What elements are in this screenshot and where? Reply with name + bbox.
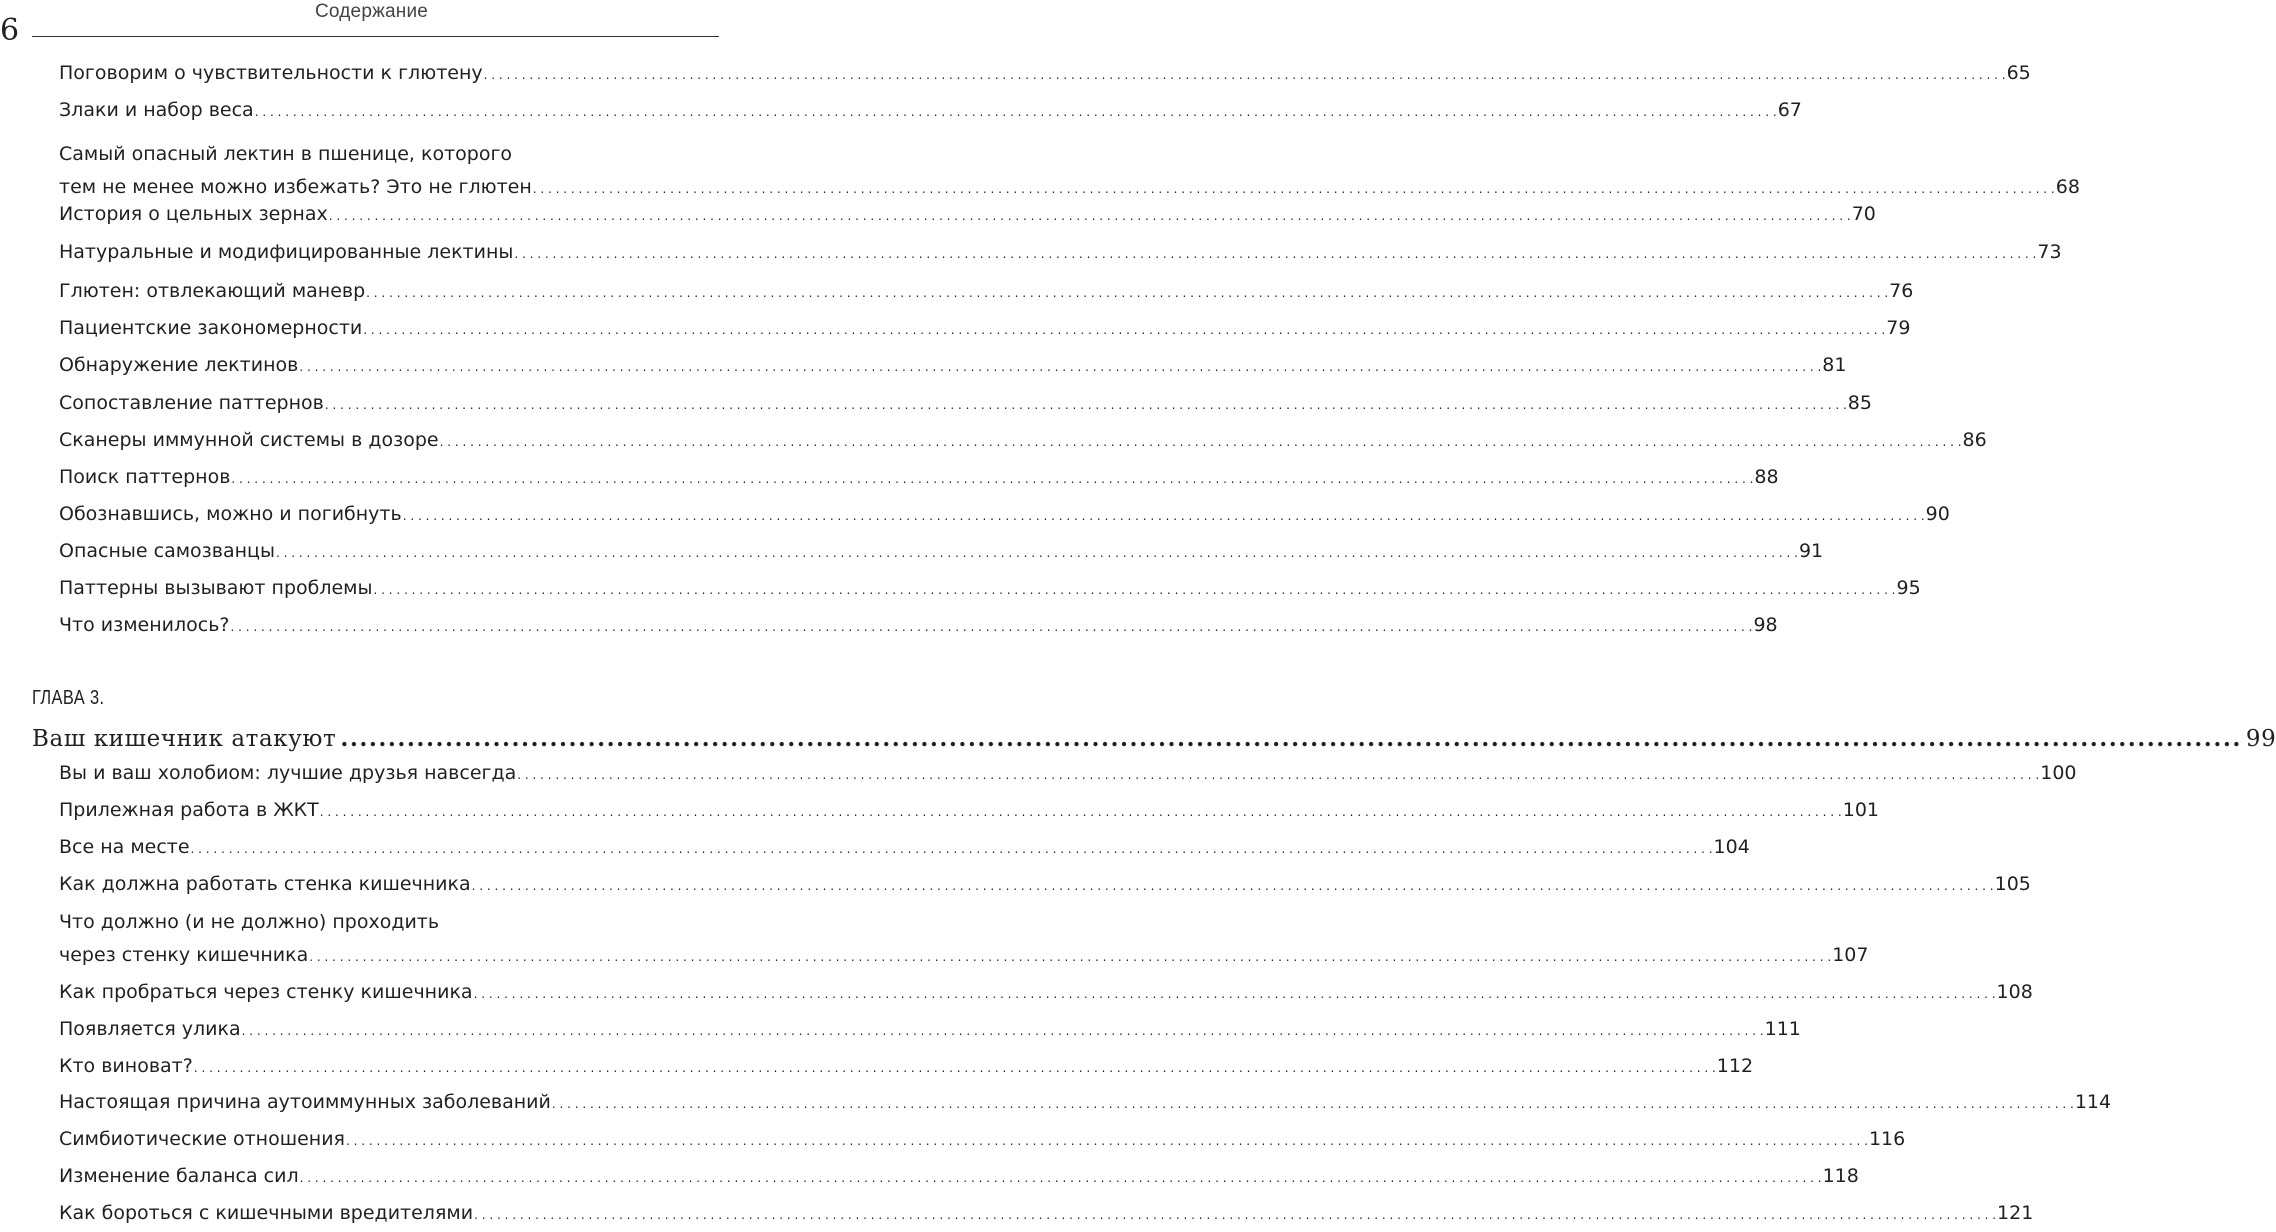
page-header [0,0,719,48]
dot-leader: . . . . . . . . . . . . . . . . . . . . . . . . . . . . . . . . . . . . . . . . . . . . . . . . . . . . . . . . . . . . . . . . . . . . . . . . . . . . . . . . . . . . . . . . . . . . . . . . . . . . . . . . . . . . . . . . . . . . . . . . . . . . . . . . . . . . . . . . . . . . . . . . . . . . . . . . . . . . . . . . . . . . . . . . . . . . . . . . . . . . . . . . . . . . . . . . . . . . . . . . [275,546,1798,560]
toc-entry-title: Как бороться с кишечными вредителями [59,1202,474,1224]
dot-leader: . . . . . . . . . . . . . . . . . . . . . . . . . . . . . . . . . . . . . . . . . . . . . . . . . . . . . . . . . . . . . . . . . . . . . . . . . . . . . . . . . . . . . . . . . . . . . . . . . . . . . . . . . . . . . . . . . . . . . . . . . . . . . . . . . . . . . . . . . . . . . . . . . . . . . . . . . . . . . . . . . . . . . . . . . . . . . . . . . . . . . . . . . . . . . . . . . . . . . . . . [551,1097,2074,1111]
toc-entry-title: через стенку кишечника [59,944,309,966]
dot-leader: . . . . . . . . . . . . . . . . . . . . . . . . . . . . . . . . . . . . . . . . . . . . . . . . . . . . . . . . . . . . . . . . . . . . . . . . . . . . . . . . . . . . . . . . . . . . . . . . . . . . . . . . . . . . . . . . . . . . . . . . . . . . . . . . . . . . . . . . . . . . . . . . . . . . . . . . . . . . . . . . . . . . . . . . . . . . . . . . . . . . . . . . . . . . . . . . . . . . . . . . [254,105,1777,119]
toc-entry-title: Сканеры иммунной системы в дозоре [59,429,439,451]
dot-leader: . . . . . . . . . . . . . . . . . . . . . . . . . . . . . . . . . . . . . . . . . . . . . . . . . . . . . . . . . . . . . . . . . . . . . . . . . . . . . . . . . . . . . . . . . . . . . . . . . . . . . . . . . . . . . . . . . . . . . . . . . . . . . . . . . . . . . . . . . . . . . . . . . . . . . . . . . . . . . . . . . . . . . . . . . . . . . . . . . . . . . . . . . . . . . . . . . . . . . . . . [532,182,2055,196]
chapter-title-row[interactable] [32,722,2276,756]
toc-entry[interactable] [59,461,1779,496]
dot-leader: . . . . . . . . . . . . . . . . . . . . . . . . . . . . . . . . . . . . . . . . . . . . . . . . . . . . . . . . . . . . . . . . . . . . . . . . . . . . . . . . . . . . . . . . . . . . . . . . . . . . . . . . . . . . . . . . . . . . . . . . . . . . . . . . . . . . . . . . . . . . . . . . . . . . . . . . . . . . . . . . . . . . . . . . . . . . . . . . . . . . . . . . . . . . . . . . . . . . . . . . [514,247,2037,261]
toc-entry-line [59,535,1824,570]
toc-entry-line [59,198,1876,233]
toc-entry-page: 111 [1764,1018,1801,1040]
toc-entry-page: 105 [1994,873,2031,895]
toc-entry-title: Паттерны вызывают проблемы [59,577,373,599]
toc-entry-line [59,349,1847,384]
dot-leader: . . . . . . . . . . . . . . . . . . . . . . . . . . . . . . . . . . . . . . . . . . . . . . . . . . . . . . . . . . . . . . . . . . . . . . . . . . . . . . . . . . . . . . . . . . . . . . . . . . . . . . . . . . . . . . . . . . . . . . . . . . . . . . . . . . . . . . . . . . . . . . . . . . . . . . . . . . . . . . . . . . . . . . . . . . . . . . . . . . . . . . . . . . . . . . . . . . . . . . . . [517,768,2040,782]
toc-entry[interactable] [59,609,1778,644]
toc-entry-line [59,138,714,171]
dot-leader: . . . . . . . . . . . . . . . . . . . . . . . . . . . . . . . . . . . . . . . . . . . . . . . . . . . . . . . . . . . . . . . . . . . . . . . . . . . . . . . . . . . . . . . . . . . . . . . . . . . . . . . . . . . . . . . . . . . . . . . . . . . . . . . . . . . . . . . . . . . . . . . . . . . . . . . . . . . . . . . . . . . . . . . . . . . . . . . . . . . . . . . . . . . . . . . . . . . . . . . . [345,1134,1868,1148]
toc-entry[interactable] [59,94,1802,129]
toc-entry[interactable] [59,138,2080,206]
toc-entry-title: Опасные самозванцы [59,540,275,562]
dot-leader: . . . . . . . . . . . . . . . . . . . . . . . . . . . . . . . . . . . . . . . . . . . . . . . . . . . . . . . . . . . . . . . . . . . . . . . . . . . . . . . . . . . . . . . . . . . . . . . . . . . . . . . . . . . . . . . . . . . . . . . . . . . . . . . . . . . . . . . . . . . . . . . . . . . . . . . . . . . . . . . . . . . . . . . . . . . . . . . . . . . . . . . . . . . . . . . . . . . . . . . . [230,620,1753,634]
dot-leader: . . . . . . . . . . . . . . . . . . . . . . . . . . . . . . . . . . . . . . . . . . . . . . . . . . . . . . . . . . . . . . . . . . . . . . . . . . . . . . . . . . . . . . . . . . . . . . . . . . . . . . . . . . . . . . . . . . . . . . . . . . . . . . . . . . . . . . . . . . . . . . . . . . . . . . . . . . . . . . . . . . . . . . . . . . . . . . . . . . . . . . . . . . . . . . . . . . . . . . . . [299,1171,1822,1185]
dot-leader: . . . . . . . . . . . . . . . . . . . . . . . . . . . . . . . . . . . . . . . . . . . . . . . . . . . . . . . . . . . . . . . . . . . . . . . . . . . . . . . . . . . . . . . . . . . . . . . . . . . . . . . . . . . . . . . . . . . . . . . . . . . . . . . . . . . . . . . . . . . . . . . . . . . . . . . . . . . . . . . . . . . . . . . . . . . . . . . . . . . . . . . . . . . . . . . . . . . . . . . . [471,879,1994,893]
toc-entry[interactable] [59,831,1750,866]
toc-entry[interactable] [59,57,2031,92]
dot-leader: . . . . . . . . . . . . . . . . . . . . . . . . . . . . . . . . . . . . . . . . . . . . . . . . . . . . . . . . . . . . . . . . . . . . . . . . . . . . . . . . . . . . . . . . . . . . . . . . . . . . . . . . . . . . . . . . . . . . . . . . . . . . . . . . . . . . . . . . . . . . . . . . . . . . . . . . . . . . . . . . . . . . . . . . . . . . . . . . . . . . . . . . . . . . . . . . . . . . . . . . [193,1061,1716,1075]
dot-leader: . . . . . . . . . . . . . . . . . . . . . . . . . . . . . . . . . . . . . . . . . . . . . . . . . . . . . . . . . . . . . . . . . . . . . . . . . . . . . . . . . . . . . . . . . . . . . . . . . . . . . . . . . . . . . . . . . . . . . . . . . . . . . . . . . . . . . . . . . . . . . . . . . . . . . . . . . . . . . . . . . . . . . . . . . . . . . . . . . . . . . . . . . . . . . . . . . . . . . . . . [483,68,2006,82]
dot-leader: . . . . . . . . . . . . . . . . . . . . . . . . . . . . . . . . . . . . . . . . . . . . . . . . . . . . . . . . . . . . . . . . . . . . . . . . . . . . . . . . . . . . . . . . . . . . . . . . . . . . . . . . . . . . . . . . . . . . . . . . . . . . . . . . . . . . . . . . . . . . . . . . . . . . . . . . . . . . . . . . . . . . . . . . . . . . . . . . . . . . . . . . . . . . . . . . . . . . . . . . [473,987,1996,1001]
toc-entry-page: 107 [1832,944,1869,966]
toc-entry-line [59,57,2031,92]
toc-entry-line [59,236,2062,271]
dot-leader: . . . . . . . . . . . . . . . . . . . . . . . . . . . . . . . . . . . . . . . . . . . . . . . . . . . . . . . . . . . . . . . . . . . . . . . . . . . . . . . . . . . . . . . . . . . . . . . . . . . . . . . . . . . . . . . . . . . . . . . . . . . . . . . . . . . . . . . . . . . . . . . . . . . . . . . . . . . . . . . . . . . . . . . . . . . . . . . . . . . . . . . . . . . . . . . . . . . . . . . . [231,472,1754,486]
toc-entry-title: Что должно (и не должно) проходить [59,911,440,933]
page-number: 6 [0,13,20,48]
dot-leader: ........................................................................................................................................................................................................ [340,725,2242,752]
dot-leader: . . . . . . . . . . . . . . . . . . . . . . . . . . . . . . . . . . . . . . . . . . . . . . . . . . . . . . . . . . . . . . . . . . . . . . . . . . . . . . . . . . . . . . . . . . . . . . . . . . . . . . . . . . . . . . . . . . . . . . . . . . . . . . . . . . . . . . . . . . . . . . . . . . . . . . . . . . . . . . . . . . . . . . . . . . . . . . . . . . . . . . . . . . . . . . . . . . . . . . . . [299,360,1822,374]
toc-entry-page: 121 [1997,1202,2034,1224]
toc-entry-title: Вы и ваш холобиом: лучшие друзья навсегда [59,762,517,784]
dot-leader: . . . . . . . . . . . . . . . . . . . . . . . . . . . . . . . . . . . . . . . . . . . . . . . . . . . . . . . . . . . . . . . . . . . . . . . . . . . . . . . . . . . . . . . . . . . . . . . . . . . . . . . . . . . . . . . . . . . . . . . . . . . . . . . . . . . . . . . . . . . . . . . . . . . . . . . . . . . . . . . . . . . . . . . . . . . . . . . . . . . . . . . . . . . . . . . . . . . . . . . . [319,805,1842,819]
toc-entry-line [59,498,1950,533]
toc-entry[interactable] [59,906,1869,974]
toc-entry-title: Появляется улика [59,1018,241,1040]
toc-entry-page: 101 [1842,799,1880,821]
chapter-title: Ваш кишечник атакуют [32,726,337,752]
dot-leader: . . . . . . . . . . . . . . . . . . . . . . . . . . . . . . . . . . . . . . . . . . . . . . . . . . . . . . . . . . . . . . . . . . . . . . . . . . . . . . . . . . . . . . . . . . . . . . . . . . . . . . . . . . . . . . . . . . . . . . . . . . . . . . . . . . . . . . . . . . . . . . . . . . . . . . . . . . . . . . . . . . . . . . . . . . . . . . . . . . . . . . . . . . . . . . . . . . . . . . . . [241,1024,1764,1038]
toc-entry-page: 76 [1889,280,1914,302]
toc-entry-line [59,1013,1801,1048]
toc-entry[interactable] [59,1197,2034,1232]
toc-entry-line [59,794,1880,829]
toc-entry-page: 85 [1847,392,1872,414]
dot-leader: . . . . . . . . . . . . . . . . . . . . . . . . . . . . . . . . . . . . . . . . . . . . . . . . . . . . . . . . . . . . . . . . . . . . . . . . . . . . . . . . . . . . . . . . . . . . . . . . . . . . . . . . . . . . . . . . . . . . . . . . . . . . . . . . . . . . . . . . . . . . . . . . . . . . . . . . . . . . . . . . . . . . . . . . . . . . . . . . . . . . . . . . . . . . . . . . . . . . . . . . [190,842,1713,856]
toc-entry-page: 108 [1996,981,2033,1003]
toc-entry[interactable] [59,1160,1859,1195]
toc-entry[interactable] [59,794,1880,829]
toc-entry[interactable] [59,236,2062,271]
toc-entry[interactable] [59,312,1911,347]
dot-leader: . . . . . . . . . . . . . . . . . . . . . . . . . . . . . . . . . . . . . . . . . . . . . . . . . . . . . . . . . . . . . . . . . . . . . . . . . . . . . . . . . . . . . . . . . . . . . . . . . . . . . . . . . . . . . . . . . . . . . . . . . . . . . . . . . . . . . . . . . . . . . . . . . . . . . . . . . . . . . . . . . . . . . . . . . . . . . . . . . . . . . . . . . . . . . . . . . . . . . . . . [373,583,1896,597]
toc-entry[interactable] [59,424,1987,459]
toc-entry-line [59,387,1872,422]
toc-entry-title: Кто виноват? [59,1055,193,1077]
toc-entry-line [59,1086,2112,1121]
toc-entry-line [59,94,1802,129]
toc-entry-line [59,939,1869,974]
toc-entry-page: 116 [1868,1128,1906,1150]
toc-entry-title: Симбиотические отношения [59,1128,345,1150]
toc-entry-page: 79 [1886,317,1911,339]
toc-entry-page: 95 [1896,577,1921,599]
toc-entry-title: Изменение баланса сил [59,1165,299,1187]
toc-entry[interactable] [59,1123,1906,1158]
toc-entry-page: 100 [2040,762,2077,784]
running-head: Содержание [315,1,429,22]
toc-entry-page: 104 [1713,836,1750,858]
toc-entry-line [59,461,1779,496]
toc-entry-page: 81 [1822,354,1847,376]
toc-entry-title: тем не менее можно избежать? Это не глютен [59,176,532,198]
toc-entry-title: История о цельных зернах [59,203,328,225]
toc-entry-title: Что изменилось? [59,614,230,636]
toc-entry-title: Настоящая причина аутоиммунных заболеваний [59,1091,551,1113]
toc-entry-page: 90 [1925,503,1950,525]
dot-leader: . . . . . . . . . . . . . . . . . . . . . . . . . . . . . . . . . . . . . . . . . . . . . . . . . . . . . . . . . . . . . . . . . . . . . . . . . . . . . . . . . . . . . . . . . . . . . . . . . . . . . . . . . . . . . . . . . . . . . . . . . . . . . . . . . . . . . . . . . . . . . . . . . . . . . . . . . . . . . . . . . . . . . . . . . . . . . . . . . . . . . . . . . . . . . . . . . . . . . . . . [402,509,1925,523]
toc-entry-title: Обнаружение лектинов [59,354,299,376]
toc-entry[interactable] [59,275,1914,310]
toc-entry-line [59,1160,1859,1195]
toc-entry-page: 112 [1716,1055,1754,1077]
toc-entry-title: Все на месте [59,836,190,858]
dot-leader: . . . . . . . . . . . . . . . . . . . . . . . . . . . . . . . . . . . . . . . . . . . . . . . . . . . . . . . . . . . . . . . . . . . . . . . . . . . . . . . . . . . . . . . . . . . . . . . . . . . . . . . . . . . . . . . . . . . . . . . . . . . . . . . . . . . . . . . . . . . . . . . . . . . . . . . . . . . . . . . . . . . . . . . . . . . . . . . . . . . . . . . . . . . . . . . . . . . . . . . . [328,209,1851,223]
toc-entry-page: 114 [2074,1091,2112,1113]
toc-entry[interactable] [59,757,2077,792]
chapter-page: 99 [2245,726,2276,752]
toc-entry-page: 91 [1798,540,1824,562]
toc-entry-page: 88 [1754,466,1779,488]
toc-entry-page: 65 [2006,62,2031,84]
toc-entry[interactable] [59,349,1847,384]
toc-entry-page: 67 [1777,99,1802,121]
toc-entry[interactable] [59,498,1950,533]
header-rule [32,36,719,37]
toc-entry[interactable] [59,1013,1801,1048]
toc-entry-line [59,1197,2034,1232]
toc-entry-title: Поговорим о чувствительности к глютену [59,62,483,84]
toc-entry-line [59,312,1911,347]
dot-leader: . . . . . . . . . . . . . . . . . . . . . . . . . . . . . . . . . . . . . . . . . . . . . . . . . . . . . . . . . . . . . . . . . . . . . . . . . . . . . . . . . . . . . . . . . . . . . . . . . . . . . . . . . . . . . . . . . . . . . . . . . . . . . . . . . . . . . . . . . . . . . . . . . . . . . . . . . . . . . . . . . . . . . . . . . . . . . . . . . . . . . . . . . . . . . . . . . . . . . . . . [324,398,1847,412]
toc-entry-line [59,976,2033,1011]
dot-leader: . . . . . . . . . . . . . . . . . . . . . . . . . . . . . . . . . . . . . . . . . . . . . . . . . . . . . . . . . . . . . . . . . . . . . . . . . . . . . . . . . . . . . . . . . . . . . . . . . . . . . . . . . . . . . . . . . . . . . . . . . . . . . . . . . . . . . . . . . . . . . . . . . . . . . . . . . . . . . . . . . . . . . . . . . . . . . . . . . . . . . . . . . . . . . . . . . . . . . . . . [309,950,1832,964]
toc-entry-line [59,424,1987,459]
toc-entry-title: Глютен: отвлекающий маневр [59,280,366,302]
dot-leader: . . . . . . . . . . . . . . . . . . . . . . . . . . . . . . . . . . . . . . . . . . . . . . . . . . . . . . . . . . . . . . . . . . . . . . . . . . . . . . . . . . . . . . . . . . . . . . . . . . . . . . . . . . . . . . . . . . . . . . . . . . . . . . . . . . . . . . . . . . . . . . . . . . . . . . . . . . . . . . . . . . . . . . . . . . . . . . . . . . . . . . . . . . . . . . . . . . . . . . . . [474,1208,1997,1222]
toc-entry-page: 98 [1753,614,1778,636]
toc-entry[interactable] [59,535,1824,570]
toc-entry-line [59,572,1921,607]
toc-entry[interactable] [59,868,2031,903]
toc-entry-page: 70 [1851,203,1876,225]
toc-entry[interactable] [59,572,1921,607]
toc-entry-line [59,831,1750,866]
toc-entry-page: 68 [2055,176,2080,198]
toc-entry[interactable] [59,1050,1754,1085]
dot-leader: . . . . . . . . . . . . . . . . . . . . . . . . . . . . . . . . . . . . . . . . . . . . . . . . . . . . . . . . . . . . . . . . . . . . . . . . . . . . . . . . . . . . . . . . . . . . . . . . . . . . . . . . . . . . . . . . . . . . . . . . . . . . . . . . . . . . . . . . . . . . . . . . . . . . . . . . . . . . . . . . . . . . . . . . . . . . . . . . . . . . . . . . . . . . . . . . . . . . . . . . [366,286,1889,300]
toc-entry-page: 86 [1962,429,1987,451]
toc-entry-title: Как пробраться через стенку кишечника [59,981,473,1003]
toc-entry-line [59,906,714,939]
chapter-label: ГЛАВА 3. [32,687,105,709]
toc-entry-line [59,275,1914,310]
toc-entry-line [59,868,2031,903]
toc-entry-title: Натуральные и модифицированные лектины [59,241,514,263]
toc-entry-title: Как должна работать стенка кишечника [59,873,471,895]
toc-entry[interactable] [59,976,2033,1011]
toc-entry[interactable] [59,198,1876,233]
toc-entry-line [59,1123,1906,1158]
toc-entry-line [59,757,2077,792]
toc-entry-title: Прилежная работа в ЖКТ [59,799,319,821]
toc-entry[interactable] [59,387,1872,422]
toc-entry-title: Пациентские закономерности [59,317,363,339]
toc-entry-line [59,1050,1754,1085]
toc-entry[interactable] [59,1086,2112,1121]
toc-entry-title: Самый опасный лектин в пшенице, которого [59,143,513,165]
toc-entry-title: Обознавшись, можно и погибнуть [59,503,402,525]
toc-entry-title: Сопоставление паттернов [59,392,324,414]
toc-entry-line [59,609,1778,644]
toc-entry-title: Злаки и набор веса [59,99,254,121]
dot-leader: . . . . . . . . . . . . . . . . . . . . . . . . . . . . . . . . . . . . . . . . . . . . . . . . . . . . . . . . . . . . . . . . . . . . . . . . . . . . . . . . . . . . . . . . . . . . . . . . . . . . . . . . . . . . . . . . . . . . . . . . . . . . . . . . . . . . . . . . . . . . . . . . . . . . . . . . . . . . . . . . . . . . . . . . . . . . . . . . . . . . . . . . . . . . . . . . . . . . . . . . [439,435,1962,449]
toc-entry-page: 73 [2037,241,2062,263]
dot-leader: . . . . . . . . . . . . . . . . . . . . . . . . . . . . . . . . . . . . . . . . . . . . . . . . . . . . . . . . . . . . . . . . . . . . . . . . . . . . . . . . . . . . . . . . . . . . . . . . . . . . . . . . . . . . . . . . . . . . . . . . . . . . . . . . . . . . . . . . . . . . . . . . . . . . . . . . . . . . . . . . . . . . . . . . . . . . . . . . . . . . . . . . . . . . . . . . . . . . . . . . [363,323,1886,337]
toc-entry-title: Поиск паттернов [59,466,231,488]
toc-entry-page: 118 [1822,1165,1859,1187]
